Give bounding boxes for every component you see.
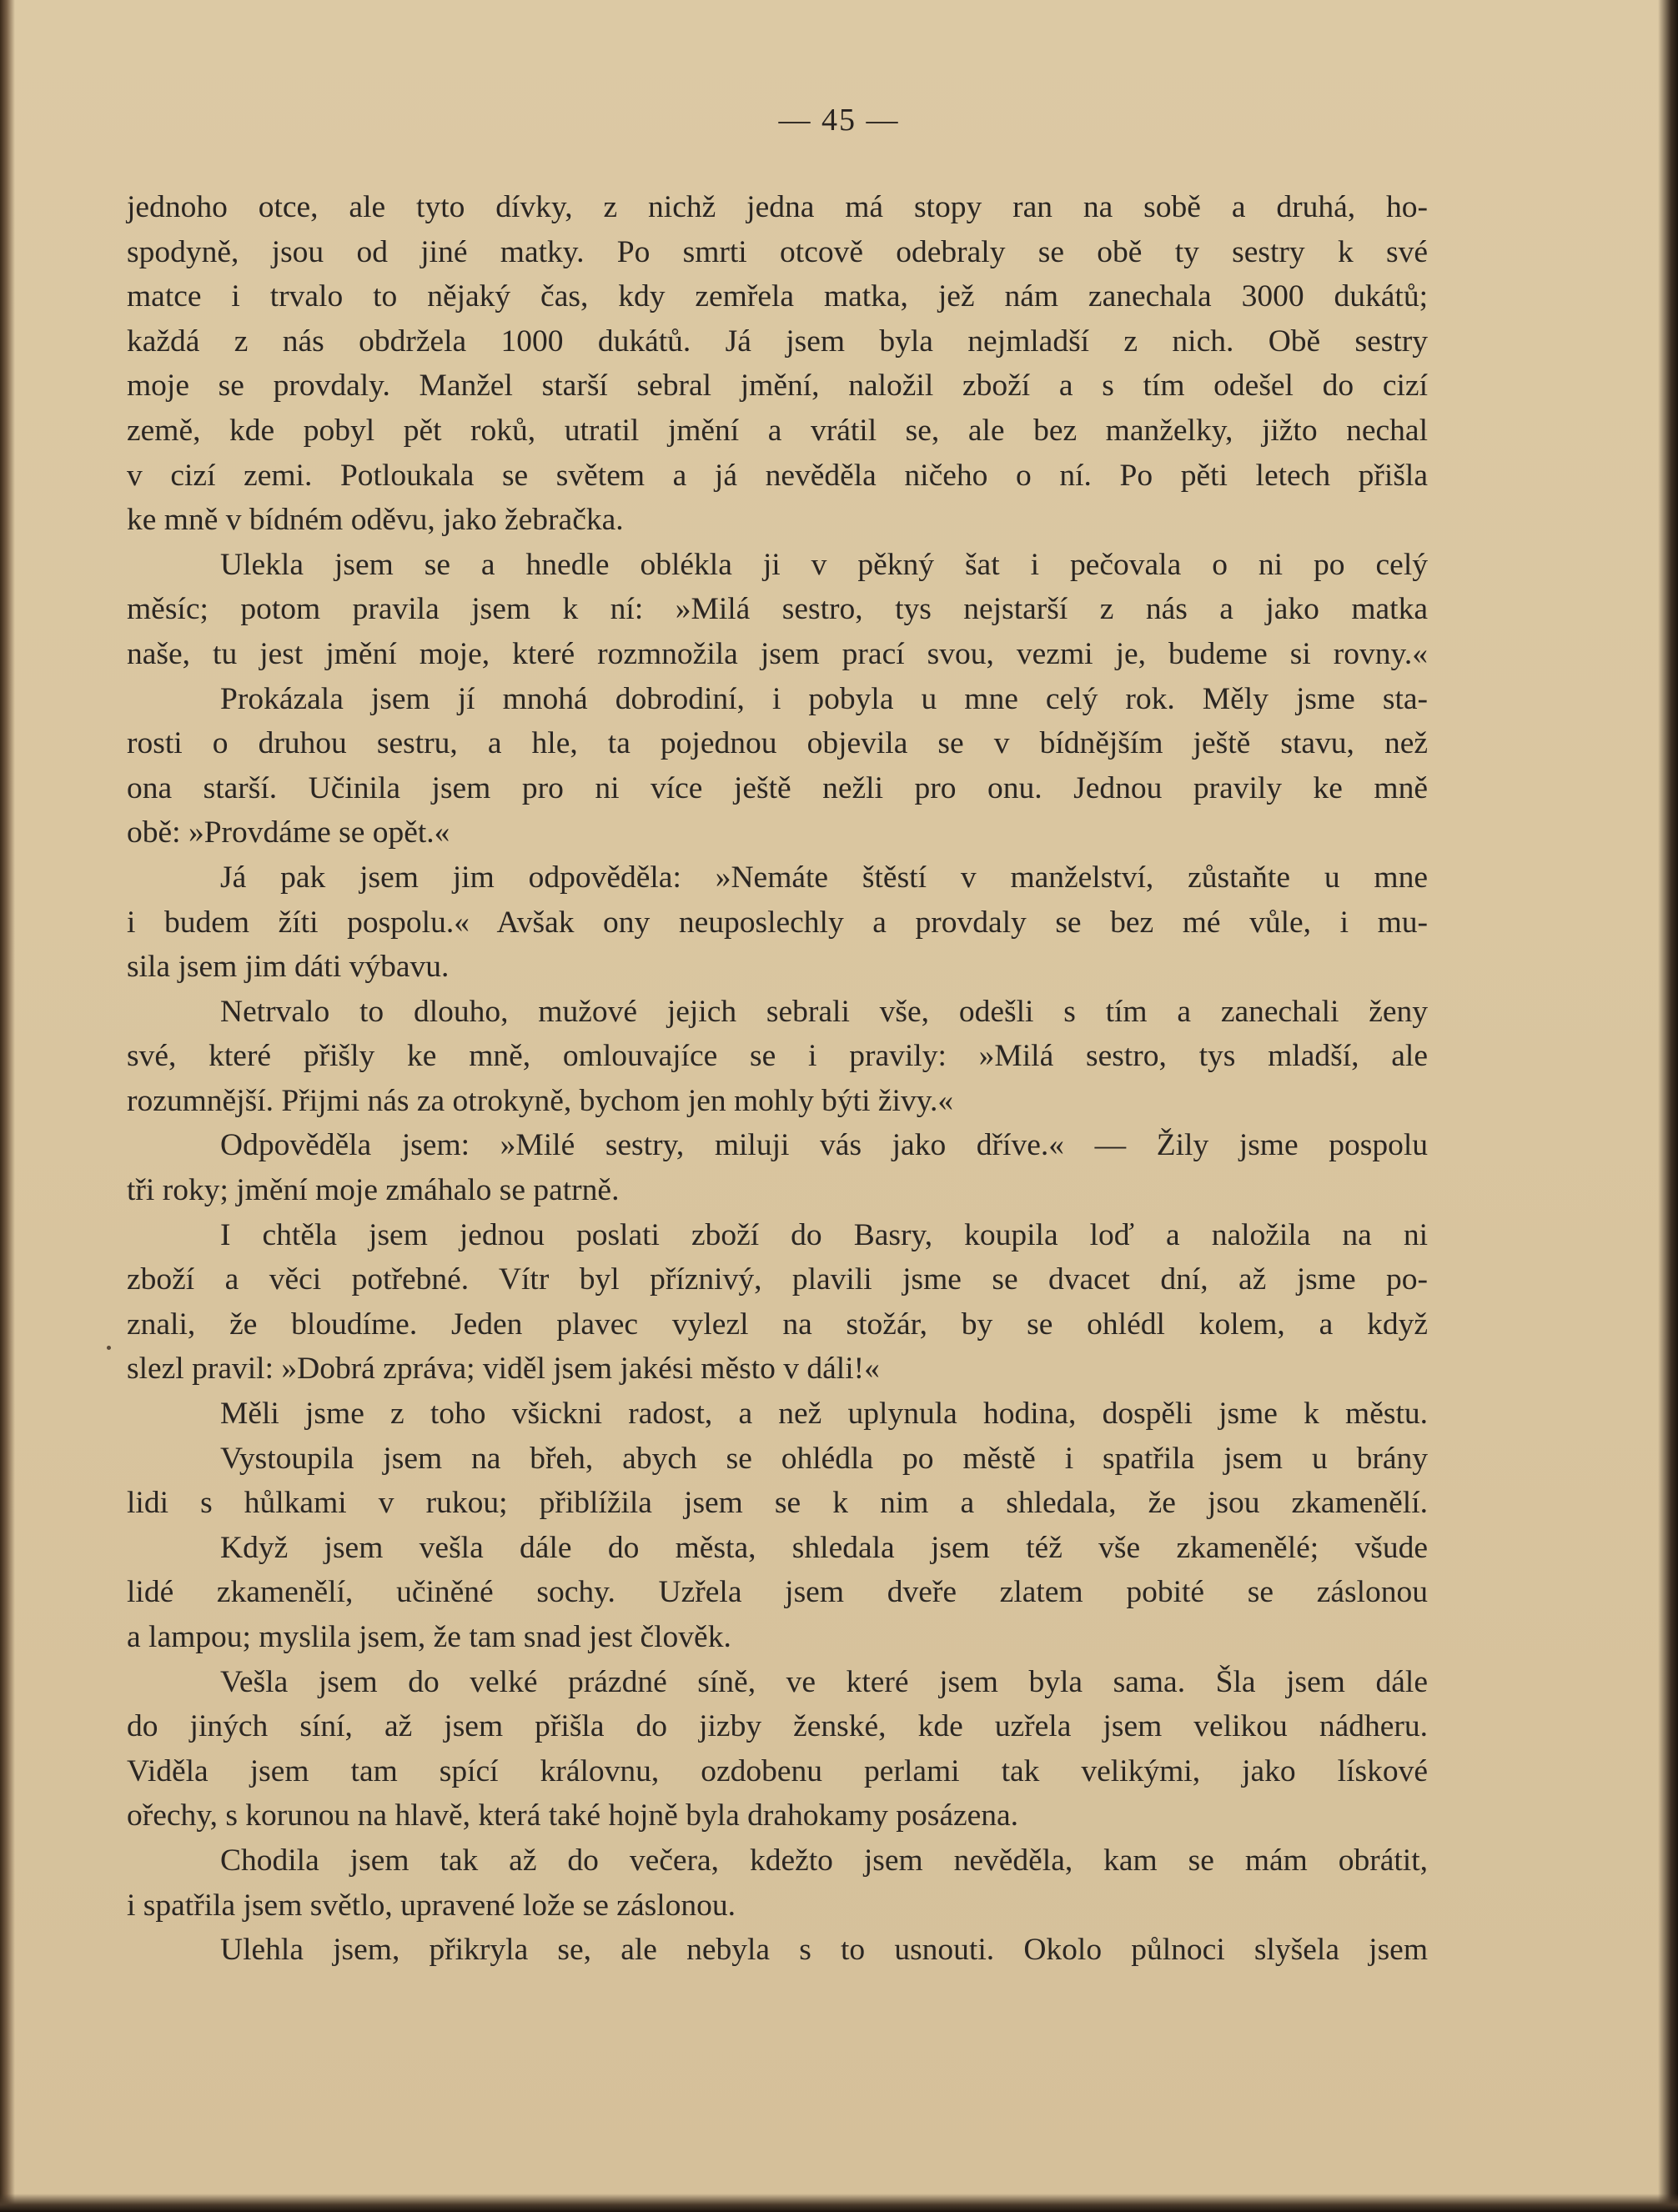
text-line: zboží a věci potřebné. Vítr byl příznivý, plavili jsme se dvacet dní, až jsme po-	[127, 1262, 1428, 1297]
text-line: rozumnější. Přijmi nás za otrokyně, bychom jen mohly býti živy.«	[127, 1083, 954, 1118]
text-line: Prokázala jsem jí mnohá dobrodiní, i pobyla u mne celý rok. Měly jsme sta-	[220, 681, 1428, 716]
text-line: obě: »Provdáme se opět.«	[127, 815, 450, 850]
text-line: tři roky; jmění moje zmáhalo se patrně.	[127, 1173, 620, 1208]
text-line: měsíc; potom pravila jsem k ní: »Milá sestro, tys nejstarší z nás a jako matka	[127, 592, 1428, 627]
text-line: spodyně, jsou od jiné matky. Po smrti otcově odebraly se obě ty sestry k své	[127, 234, 1428, 269]
text-line: Já pak jsem jim odpověděla: »Nemáte štěstí v manželství, zůstaňte u mne	[220, 860, 1428, 895]
page-edge-bottom	[0, 2194, 1678, 2212]
text-line: i spatřila jsem světlo, upravené lože se záslonou.	[127, 1888, 736, 1923]
text-line: lidé zkamenělí, učiněné sochy. Uzřela jsem dveře zlatem pobité se záslonou	[127, 1575, 1428, 1610]
text-line: Chodila jsem tak až do večera, kdežto jsem nevěděla, kam se mám obrátit,	[220, 1843, 1428, 1878]
text-line: naše, tu jest jmění moje, které rozmnožila jsem prací svou, vezmi je, budeme si rovny.«	[127, 636, 1428, 671]
text-line: matce i trvalo to nějaký čas, kdy zemřela matka, jež nám zanechala 3000 dukátů;	[127, 279, 1428, 314]
text-line: znali, že bloudíme. Jeden plavec vylezl na stožár, by se ohlédl kolem, a když	[127, 1307, 1428, 1342]
text-line: Ulehla jsem, přikryla se, ale nebyla s to usnouti. Okolo půlnoci slyšela jsem	[220, 1933, 1428, 1968]
page-number: — 45 —	[778, 103, 900, 138]
text-line: Když jsem vešla dále do města, shledala jsem též vše zkamenělé; všude	[220, 1530, 1428, 1565]
text-line: každá z nás obdržela 1000 dukátů. Já jsem byla nejmladší z nich. Obě sestry	[127, 324, 1428, 359]
text-line: Odpověděla jsem: »Milé sestry, miluji vás jako dříve.« — Žily jsme pospolu	[220, 1128, 1428, 1163]
text-line: Ulekla jsem se a hnedle oblékla ji v pěkný šat i pečovala o ni po celý	[220, 547, 1428, 582]
text-line: rosti o druhou sestru, a hle, ta pojednou objevila se v bídnějším ještě stavu, než	[127, 726, 1428, 761]
text-line: Viděla jsem tam spící královnu, ozdobenu perlami tak velikými, jako lískové	[127, 1753, 1428, 1788]
text-line: své, které přišly ke mně, omlouvajíce se i pravily: »Milá sestro, tys mladší, ale	[127, 1039, 1428, 1074]
text-line: ke mně v bídném oděvu, jako žebračka.	[127, 503, 624, 538]
text-line: jednoho otce, ale tyto dívky, z nichž jedna má stopy ran na sobě a druhá, ho-	[127, 190, 1428, 224]
text-line: ořechy, s korunou na hlavě, která také hojně byla drahokamy posázena.	[127, 1798, 1019, 1833]
body-text	[127, 185, 1428, 1973]
text-line: I chtěla jsem jednou poslati zboží do Basry, koupila loď a naložila na ni	[220, 1217, 1428, 1252]
text-line: ona starší. Učinila jsem pro ni více ještě nežli pro onu. Jednou pravily ke mně	[127, 770, 1428, 805]
ink-speck	[107, 1346, 111, 1350]
text-line: Netrvalo to dlouho, mužové jejich sebrali vše, odešli s tím a zanechali ženy	[220, 994, 1428, 1029]
text-line: do jiných síní, až jsem přišla do jizby ženské, kde uzřela jsem velikou nádheru.	[127, 1709, 1428, 1744]
text-line: Měli jsme z toho všickni radost, a než uplynula hodina, dospěli jsme k městu.	[220, 1397, 1428, 1432]
text-line: Vešla jsem do velké prázdné síně, ve které jsem byla sama. Šla jsem dále	[220, 1664, 1428, 1699]
text-line: a lampou; myslila jsem, že tam snad jest člověk.	[127, 1620, 731, 1654]
text-line: Vystoupila jsem na břeh, abych se ohlédla po městě i spatřila jsem u brány	[220, 1441, 1428, 1476]
text-line: země, kde pobyl pět roků, utratil jmění a vrátil se, ale bez manželky, jižto nechal	[127, 413, 1428, 448]
text-line: sila jsem jim dáti výbavu.	[127, 950, 450, 985]
text-line: slezl pravil: »Dobrá zpráva; viděl jsem jakési město v dáli!«	[127, 1352, 880, 1387]
text-line: moje se provdaly. Manžel starší sebral jmění, naložil zboží a s tím odešel do cizí	[127, 369, 1428, 404]
text-line: v cizí zemi. Potloukala se světem a já nevěděla ničeho o ní. Po pěti letech přišla	[127, 458, 1428, 493]
text-line: lidi s hůlkami v rukou; přiblížila jsem se k nim a shledala, že jsou zkamenělí.	[127, 1486, 1428, 1521]
text-line: i budem žíti pospolu.« Avšak ony neuposlechly a provdaly se bez mé vůle, i mu-	[127, 905, 1428, 940]
spine-shadow	[0, 0, 15, 2212]
page-edge-right	[1658, 0, 1678, 2212]
